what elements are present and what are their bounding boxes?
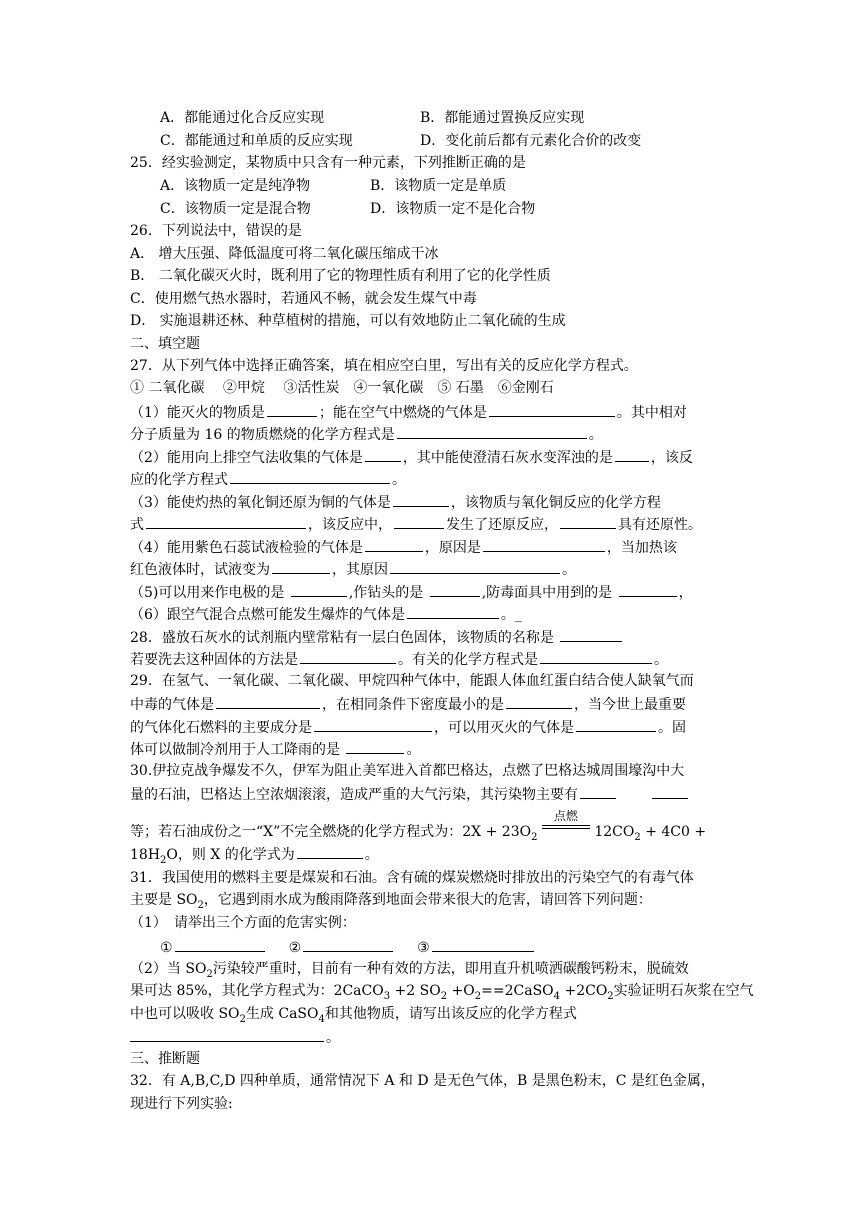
answer-blank[interactable] bbox=[430, 581, 480, 597]
text: （2）当 SO bbox=[130, 961, 207, 977]
subscript: 2 bbox=[440, 990, 448, 1002]
text: 32．有 A,B,C,D 四种单质，通常情况下 A 和 D 是无色气体，B 是黑色粉末，C 是红色金属， bbox=[130, 1073, 715, 1089]
text-line bbox=[160, 176, 310, 196]
answer-blank[interactable] bbox=[130, 1026, 324, 1042]
text: 。_ bbox=[500, 607, 522, 623]
answer-blank[interactable] bbox=[300, 648, 396, 664]
text: 发生了还原反应， bbox=[446, 517, 558, 533]
text: D．变化前后都有元素化合价的改变 bbox=[420, 133, 642, 149]
q32-line1 bbox=[130, 1071, 715, 1091]
text: 。 bbox=[364, 847, 379, 863]
text: （5)可以用来作电极的是 bbox=[130, 585, 285, 601]
subscript: 2 bbox=[206, 968, 213, 980]
text: 。其中相对 bbox=[616, 405, 687, 421]
text: +2 SO bbox=[390, 983, 441, 999]
answer-blank[interactable] bbox=[365, 536, 423, 552]
text: 等；若石油成份之一“X”不完全燃烧的化学方程式为：2X + 23O bbox=[130, 824, 532, 840]
text: ，其中能使澄清石灰水变浑浊的是 bbox=[402, 450, 613, 466]
text: +O bbox=[447, 983, 475, 999]
q28-line2 bbox=[130, 648, 668, 670]
text: 生成 CaSO bbox=[245, 1006, 319, 1022]
subscript: 2 bbox=[239, 1013, 246, 1025]
text: ,防毒面具中用到的是 bbox=[481, 585, 613, 601]
subscript: 2 bbox=[607, 990, 614, 1002]
text: 主要是 SO bbox=[130, 892, 198, 908]
text-line-col2 bbox=[370, 199, 535, 219]
q31-line3 bbox=[130, 913, 356, 933]
text: ① bbox=[160, 940, 173, 956]
q27-part3-line2 bbox=[130, 513, 702, 535]
answer-blank[interactable] bbox=[216, 693, 320, 709]
text: 污染较严重时，目前有一种有效的方法，即用直升机喷洒碳酸钙粉末，脱硫效 bbox=[212, 961, 689, 977]
text-line bbox=[130, 378, 554, 398]
q27-part1-line1 bbox=[130, 401, 687, 423]
text: 分子质量为 16 的物质燃烧的化学方程式是 bbox=[130, 427, 395, 443]
answer-blank[interactable] bbox=[576, 716, 656, 732]
text: 。 bbox=[392, 472, 406, 488]
text: （3）能使灼热的氧化铜还原为铜的气体是 bbox=[130, 495, 391, 511]
text: 26．下列说法中，错误的是 bbox=[130, 223, 302, 239]
q27-part4-line1 bbox=[130, 536, 677, 558]
subscript: 2 bbox=[634, 831, 641, 843]
q31-line6 bbox=[130, 981, 754, 1001]
answer-blank[interactable] bbox=[291, 581, 347, 597]
q27-part2-line1 bbox=[130, 446, 693, 468]
subscript: 4 bbox=[553, 990, 561, 1002]
answer-blank[interactable] bbox=[652, 783, 688, 799]
text: C．都能通过和单质的反应实现 bbox=[160, 133, 353, 149]
text: D．该物质一定不是化合物 bbox=[370, 201, 536, 217]
text: 25．经实验测定，某物质中只含有一种元素，下列推断正确的是 bbox=[130, 155, 526, 171]
text: 31．我国使用的燃料主要是煤炭和石油。含有硫的煤炭燃烧时排放出的污染空气的有毒气体 bbox=[130, 870, 694, 886]
q31-line7 bbox=[130, 1004, 577, 1024]
answer-blank[interactable] bbox=[346, 738, 404, 754]
q29-line3 bbox=[130, 716, 686, 738]
text: ① 二氧化碳 ②甲烷 ③活性炭 ④一氧化碳 ⑤ 石墨 ⑥金刚石 bbox=[130, 380, 554, 396]
answer-blank[interactable] bbox=[175, 936, 265, 952]
q27-part5 bbox=[130, 581, 693, 603]
text: ，可以用灭火的气体是 bbox=[434, 720, 574, 736]
q32-line2 bbox=[130, 1094, 233, 1114]
q31-line2 bbox=[130, 890, 652, 910]
text: 27．从下列气体中选择正确答案，填在相应空白里，写出有关的反应化学方程式。 bbox=[130, 358, 638, 374]
text: 红色液体时，试液变为 bbox=[130, 562, 270, 578]
text: 的气体化石燃料的主要成分是 bbox=[130, 720, 312, 736]
answer-blank[interactable] bbox=[365, 446, 401, 462]
answer-blank[interactable] bbox=[303, 936, 393, 952]
text: ，当今世上最重要 bbox=[574, 697, 686, 713]
text: （6）跟空气混合点燃可能发生爆炸的气体是 bbox=[130, 607, 405, 623]
q31-examples-line bbox=[160, 936, 536, 958]
subscript: 2 bbox=[197, 899, 204, 911]
answer-blank[interactable] bbox=[489, 401, 615, 417]
text: ==2CaSO bbox=[481, 983, 554, 999]
subscript: 4 bbox=[318, 1013, 325, 1025]
text-line bbox=[130, 266, 551, 286]
text: 。 bbox=[654, 652, 668, 668]
text: 。 bbox=[562, 562, 576, 578]
text: 中也可以吸收 SO bbox=[130, 1006, 240, 1022]
text-line bbox=[130, 334, 200, 354]
text: B．该物质一定是单质 bbox=[370, 178, 507, 194]
q29-line2 bbox=[130, 693, 686, 715]
text-line-col2 bbox=[420, 108, 584, 128]
answer-blank[interactable] bbox=[540, 648, 652, 664]
q30-equation-line bbox=[130, 809, 707, 843]
text: 现进行下列实验: bbox=[130, 1096, 233, 1112]
text-line bbox=[130, 356, 638, 376]
text: （4）能用紫色石蕊试液检验的气体是 bbox=[130, 540, 363, 556]
text: ，它遇到雨水成为酸雨降落到地面会带来很大的危害，请回答下列问题： bbox=[203, 892, 652, 908]
answer-blank[interactable] bbox=[314, 716, 432, 732]
text: 二、填空题 bbox=[130, 336, 200, 352]
answer-blank[interactable] bbox=[230, 468, 390, 484]
text: C．该物质一定是混合物 bbox=[160, 201, 311, 217]
answer-blank[interactable] bbox=[506, 693, 572, 709]
q27-part3-line1 bbox=[130, 491, 661, 513]
text-line bbox=[130, 244, 439, 264]
subscript: 3 bbox=[383, 990, 391, 1002]
text-line bbox=[130, 153, 526, 173]
text-line bbox=[130, 311, 566, 331]
text: 量的石油，巴格达上空浓烟滚滚，造成严重的大气污染，其污染物主要有 bbox=[130, 787, 578, 803]
answer-blank[interactable] bbox=[619, 581, 677, 597]
text: 式 bbox=[130, 517, 144, 533]
text: 体可以做制冷剂用于人工降雨的是 bbox=[130, 742, 340, 758]
text-line-col2 bbox=[420, 131, 641, 151]
text: 30.伊拉克战争爆发不久，伊军为阻止美军进入首都巴格达，点燃了巴格达城周围壕沟中大 bbox=[130, 763, 685, 779]
text-line bbox=[130, 221, 302, 241]
q27-part1-line2 bbox=[130, 423, 603, 445]
reaction-condition: 点燃 bbox=[553, 809, 578, 823]
text: A． 增大压强、降低温度可将二氧化碳压缩成干冰 bbox=[130, 246, 439, 262]
answer-blank[interactable] bbox=[297, 843, 363, 859]
text: （2）能用向上排空气法收集的气体是 bbox=[130, 450, 363, 466]
q28-line1 bbox=[130, 626, 624, 648]
q30-line4 bbox=[130, 843, 379, 865]
text: ，该物质与氧化铜反应的化学方程 bbox=[450, 495, 661, 511]
text: C．使用燃气热水器时，若通风不畅，就会发生煤气中毒 bbox=[130, 291, 477, 307]
answer-blank[interactable] bbox=[393, 491, 449, 507]
text: 。有关的化学方程式是 bbox=[398, 652, 538, 668]
q30-line1 bbox=[130, 761, 684, 781]
text: B．都能通过置换反应实现 bbox=[420, 110, 585, 126]
text: 。固 bbox=[658, 720, 686, 736]
text: ，该反 bbox=[650, 450, 693, 466]
text: 和其他物质，请写出该反应的化学方程式 bbox=[324, 1006, 577, 1022]
q31-line1 bbox=[130, 868, 694, 888]
text: D． 实施退耕还林、种草植树的措施，可以有效地防止二氧化硫的生成 bbox=[130, 313, 566, 329]
text: ，原因是 bbox=[424, 540, 481, 556]
text: （1）能灭火的物质是 bbox=[130, 405, 265, 421]
subscript: 2 bbox=[474, 990, 482, 1002]
text: ，其原因 bbox=[332, 562, 388, 578]
text-line-col2 bbox=[370, 176, 506, 196]
q27-part6 bbox=[130, 603, 522, 625]
text: A．都能通过化合反应实现 bbox=[160, 110, 325, 126]
answer-blank[interactable] bbox=[483, 536, 605, 552]
text: O，则 X 的化学式为 bbox=[166, 847, 295, 863]
text: 。 bbox=[406, 742, 421, 758]
text: ，该反应中， bbox=[308, 517, 392, 533]
text: B． 二氧化碳灭火时，既利用了它的物理性质有利用了它的化学性质 bbox=[130, 268, 551, 284]
text: 。 bbox=[588, 427, 603, 443]
text: 三、推断题 bbox=[130, 1051, 200, 1067]
q29-line4 bbox=[130, 738, 420, 760]
answer-blank[interactable] bbox=[560, 513, 616, 529]
text: 实验证明石灰浆在空气 bbox=[613, 983, 754, 999]
q31-line5 bbox=[130, 959, 689, 979]
answer-blank[interactable] bbox=[580, 783, 616, 799]
text: ；能在空气中燃烧的气体是 bbox=[318, 405, 487, 421]
text: ② bbox=[288, 940, 302, 956]
text: 12CO bbox=[594, 824, 635, 840]
text: ， bbox=[678, 585, 693, 601]
text: 具有还原性。 bbox=[618, 517, 702, 533]
answer-blank[interactable] bbox=[615, 446, 649, 462]
text: +2CO bbox=[560, 983, 608, 999]
text: 中毒的气体是 bbox=[130, 697, 214, 713]
reaction-arrow bbox=[542, 809, 590, 836]
answer-blank[interactable] bbox=[390, 558, 560, 574]
answer-blank[interactable] bbox=[267, 401, 317, 417]
answer-blank[interactable] bbox=[146, 513, 306, 529]
text: 应的化学方程式 bbox=[130, 472, 228, 488]
text: 。 bbox=[326, 1030, 340, 1046]
subscript: 2 bbox=[160, 854, 167, 866]
q29-line1 bbox=[130, 671, 694, 691]
text-line bbox=[160, 199, 311, 219]
text-line bbox=[160, 108, 324, 128]
section-heading bbox=[130, 1049, 200, 1069]
text: 若要洗去这种固体的方法是 bbox=[130, 652, 298, 668]
text: 29．在氢气、一氧化碳、二氧化碳、甲烷四种气体中，能跟人体血红蛋白结合使人缺氧气而 bbox=[130, 673, 694, 689]
text: ,作钻头的是 bbox=[348, 585, 424, 601]
answer-blank[interactable] bbox=[432, 936, 534, 952]
q31-line8 bbox=[130, 1026, 340, 1048]
text: 果可达 85%，其化学方程式为：2CaCO bbox=[130, 983, 384, 999]
answer-blank[interactable] bbox=[397, 423, 587, 439]
subscript: 2 bbox=[531, 831, 538, 843]
q27-part2-line2 bbox=[130, 468, 406, 490]
q27-part4-line2 bbox=[130, 558, 576, 580]
text: A．该物质一定是纯净物 bbox=[160, 178, 311, 194]
text: 18H bbox=[130, 847, 161, 863]
text: 28．盛放石灰水的试剂瓶内壁常粘有一层白色固体，该物质的名称是 bbox=[130, 630, 554, 646]
answer-blank[interactable] bbox=[560, 626, 622, 642]
text: ，在相同条件下密度最小的是 bbox=[322, 697, 504, 713]
text: （1） 请举出三个方面的危害实例： bbox=[130, 915, 356, 931]
answer-blank[interactable] bbox=[394, 513, 444, 529]
text: ③ bbox=[417, 940, 430, 956]
answer-blank[interactable] bbox=[272, 558, 330, 574]
text-line bbox=[130, 289, 477, 309]
answer-blank[interactable] bbox=[407, 603, 499, 619]
text-line bbox=[160, 131, 353, 151]
text: + 4C0 + bbox=[640, 824, 707, 840]
q30-line2 bbox=[130, 783, 690, 805]
text: ，当加热该 bbox=[606, 540, 677, 556]
